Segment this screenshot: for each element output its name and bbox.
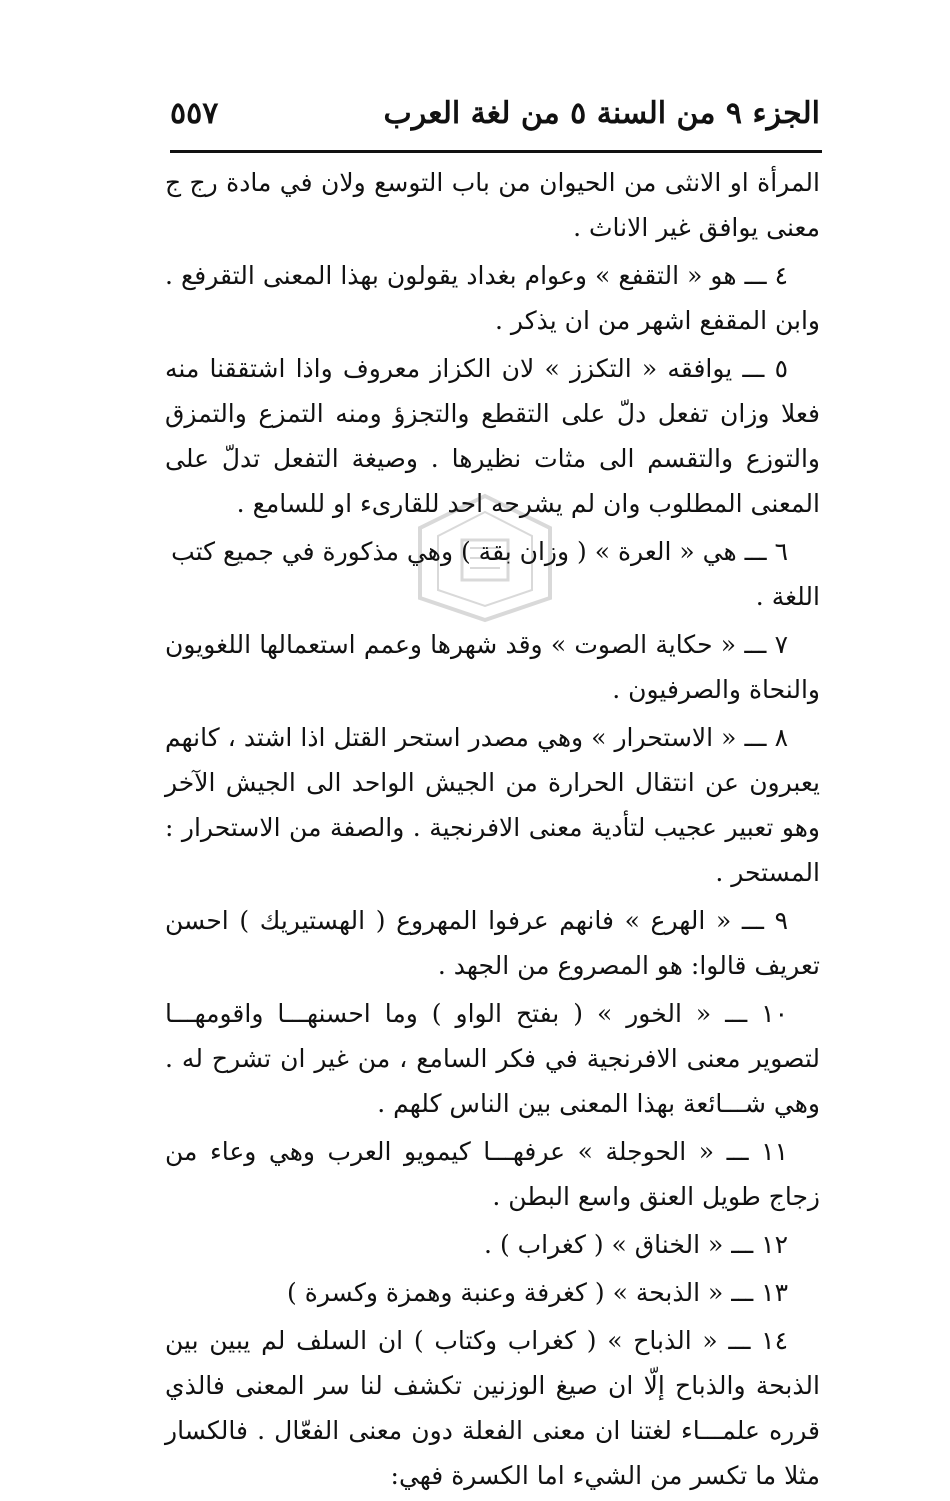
list-item-6: ٦ ـــ هي « العرة » ( وزان بقة ) وهي مذكورة في جميع كتب اللغة . [171, 537, 820, 611]
list-item-10: ١٠ ـــ « الخور » ( بفتح الواو ) وما احسنهـــا واقومهـــا لتصوير معنى الافرنجية في فكر السامع ، من غير ان تشرح له . وهي شـــائعة بهذا المعنى بين الناس كلهم . [165, 999, 820, 1118]
page-header [170, 88, 820, 138]
list-item-7: ٧ ـــ « حكاية الصوت » وقد شهرها وعمم استعمالها اللغويون والنحاة والصرفيون . [165, 630, 820, 704]
article-body [165, 160, 820, 1501]
library-watermark-icon [400, 488, 570, 628]
list-item-14: ١٤ ـــ « الذباح » ( كغراب وكتاب ) ان السلف لم يبين بين الذبحة والذباح إلّا ان صيغ الوزنين تكشف لنا سر المعنى فالذي قرره علمـــاء لغتنا ان معنى الفعلة دون معنى الفعّال . فالكسار مثلا ما تكسر من الشيء اما الكسرة فهي: [165, 1326, 820, 1490]
list-item-11: ١١ ـــ « الحوجلة » عرفهـــا كيمويو العرب وهي وعاء من زجاج طويل العنق واسع البطن . [165, 1137, 820, 1211]
header-rule [170, 150, 822, 153]
list-item-9: ٩ ـــ « الهرع » فانهم عرفوا المهروع ( الهستيريك ) احسن تعريف قالوا: هو المصروع من الجهد . [165, 906, 820, 980]
list-item-12: ١٢ ـــ « الخناق » ( كغراب ) . [484, 1230, 788, 1259]
page-number: ٥٥٧ [170, 95, 219, 131]
list-item-5: ٥ ـــ يوافقه « التكزز » لان الكزاز معروف واذا اشتققنا منه فعلا وزان تفعل دلّ على التقطع والتجزؤ ومنه التمزع والتمزق والتوزع والتقسم الى مثات نظيرها . وصيغة التفعل تدلّ على المعنى المطلوب وان لم يشرحه احد للقارىء او للسامع . [165, 354, 820, 518]
list-item-13: ١٣ ـــ « الذبحة » ( كغرفة وعنبة وهمزة وكسرة ) [287, 1278, 788, 1307]
running-title: الجزء ٩ من السنة ٥ من لغة العرب [383, 95, 820, 131]
list-item-4: ٤ ـــ هو « التقفع » وعوام بغداد يقولون بهذا المعنى التقرفع . وابن المقفع اشهر من ان يذكر . [165, 261, 820, 335]
paragraph-continuation: المرأة او الانثى من الحيوان من باب التوسع ولان في مادة رج ج معنى يوافق غير الاناث . [165, 168, 820, 242]
list-item-8: ٨ ـــ « الاستحرار » وهي مصدر استحر القتل اذا اشتد ، كانهم يعبرون عن انتقال الحرارة من الجيش الواحد الى الجيش الآخر وهو تعبير عجيب لتأدية معنى الافرنجية . والصفة من الاستحرار : المستحر . [165, 723, 820, 887]
